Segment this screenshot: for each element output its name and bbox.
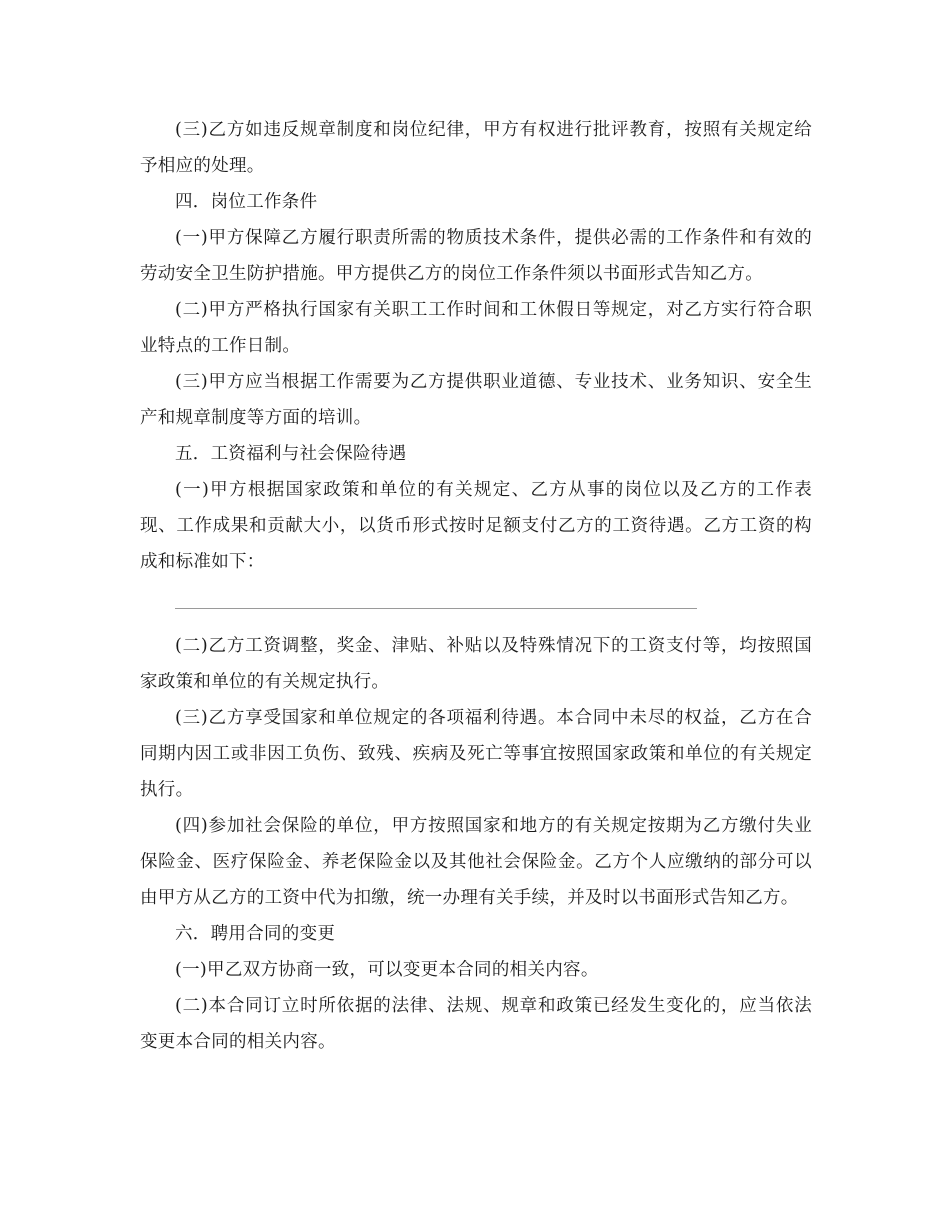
clause-6-2: (二)本合同订立时所依据的法律、法规、规章和政策已经发生变化的，应当依法变更本合同的相关内容。: [140, 996, 812, 1052]
section-heading-5: 五．工资福利与社会保险待遇: [175, 444, 407, 464]
clause-5-2: (二)乙方工资调整，奖金、津贴、补贴以及特殊情况下的工资支付等，均按照国家政策和单位的有关规定执行。: [140, 636, 812, 692]
underline-rule: [175, 608, 697, 609]
section-heading-4: 四．岗位工作条件: [175, 192, 318, 212]
section-heading-6: 六．聘用合同的变更: [175, 924, 336, 944]
clause-5-4: (四)参加社会保险的单位，甲方按照国家和地方的有关规定按期为乙方缴付失业保险金、医疗保险金、养老保险金以及其他社会保险金。乙方个人应缴纳的部分可以由甲方从乙方的工资中代为扣缴，统一办理有关手续，并及时以书面形式告知乙方。: [140, 816, 812, 908]
clause-5-1: (一)甲方根据国家政策和单位的有关规定、乙方从事的岗位以及乙方的工作表现、工作成果和贡献大小，以货币形式按时足额支付乙方的工资待遇。乙方工资的构成和标准如下：: [140, 480, 812, 572]
clause-4-2: (二)甲方严格执行国家有关职工工作时间和工休假日等规定，对乙方实行符合职业特点的工作日制。: [140, 300, 812, 356]
clause-5-3: (三)乙方享受国家和单位规定的各项福利待遇。本合同中未尽的权益，乙方在合同期内因工或非因工负伤、致残、疾病及死亡等事宜按照国家政策和单位的有关规定执行。: [140, 708, 812, 800]
clause-4-1: (一)甲方保障乙方履行职责所需的物质技术条件，提供必需的工作条件和有效的劳动安全卫生防护措施。甲方提供乙方的岗位工作条件须以书面形式告知乙方。: [140, 228, 812, 284]
clause-4-3: (三)甲方应当根据工作需要为乙方提供职业道德、专业技术、业务知识、安全生产和规章制度等方面的培训。: [140, 372, 812, 428]
fill-in-blank-line: [140, 586, 812, 622]
clause-3-discipline: (三)乙方如违反规章制度和岗位纪律，甲方有权进行批评教育，按照有关规定给予相应的处理。: [140, 120, 812, 176]
clause-6-1: (一)甲乙双方协商一致，可以变更本合同的相关内容。: [175, 960, 599, 980]
document-page: [140, 112, 812, 1060]
